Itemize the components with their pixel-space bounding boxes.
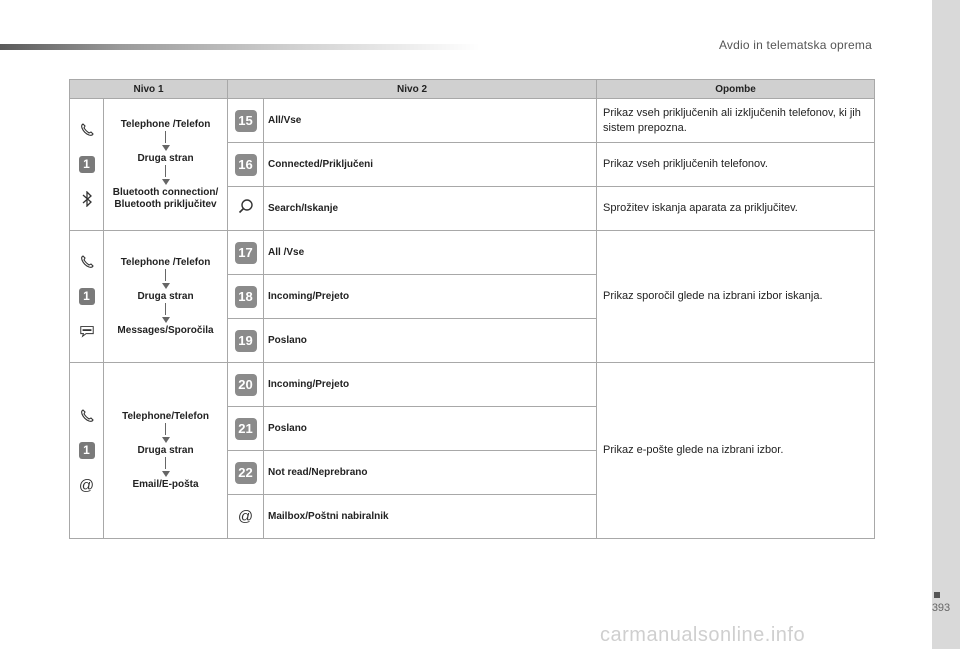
note-cell: Prikaz vseh priključenih telefonov.: [597, 143, 875, 187]
group-icons: [70, 99, 104, 231]
note-cell: Sprožitev iskanja aparata za priključitev.: [597, 187, 875, 231]
section-title: Avdio in telematska oprema: [718, 38, 872, 52]
page-number: 393: [931, 602, 951, 614]
menu-table: [69, 79, 875, 539]
level2-label: Mailbox/Poštni nabiralnik: [264, 495, 597, 539]
level2-label: Poslano: [264, 407, 597, 451]
bluetooth-icon: [79, 191, 95, 207]
num-cell: [228, 407, 264, 451]
side-tab: [932, 0, 960, 649]
num-cell: [228, 143, 264, 187]
flow-step: Druga stran: [137, 290, 194, 302]
num-cell: [228, 363, 264, 407]
flow-step: Telephone /Telefon: [120, 256, 211, 268]
group-icons: [70, 363, 104, 539]
down-arrow-icon: [106, 165, 225, 187]
flow-step: Druga stran: [137, 444, 194, 456]
down-arrow-icon: [106, 457, 225, 479]
group-icons: [70, 231, 104, 363]
flow-step: Druga stran: [137, 152, 194, 164]
level-badge: 1: [79, 442, 95, 459]
header-rule: [0, 44, 480, 50]
note-cell: Prikaz e-pošte glede na izbrani izbor.: [597, 363, 875, 539]
num-cell: [228, 451, 264, 495]
flow-step: Telephone/Telefon: [122, 410, 209, 422]
at-icon: @: [237, 507, 254, 525]
down-arrow-icon: [106, 269, 225, 291]
header-notes: Opombe: [597, 80, 875, 99]
phone-icon: [79, 408, 95, 424]
level2-label: Incoming/Prejeto: [264, 363, 597, 407]
page-marker: [934, 592, 940, 598]
level2-label: Incoming/Prejeto: [264, 275, 597, 319]
level2-label: All /Vse: [264, 231, 597, 275]
down-arrow-icon: [106, 303, 225, 325]
at-icon: @: [78, 476, 95, 494]
flow-step: Telephone /Telefon: [120, 118, 211, 130]
header-level2: Nivo 2: [228, 80, 597, 99]
num-cell: [228, 495, 264, 539]
number-badge: 20: [235, 374, 257, 396]
level2-label: All/Vse: [264, 99, 597, 143]
level2-label: Poslano: [264, 319, 597, 363]
level1-flow: [104, 363, 228, 539]
level-badge: 1: [79, 288, 95, 305]
level2-label: Search/Iskanje: [264, 187, 597, 231]
watermark: carmanualsonline.info: [600, 624, 806, 646]
flow-step: Email/E-pošta: [132, 478, 199, 490]
level2-label: Not read/Neprebrano: [264, 451, 597, 495]
table-row: [70, 231, 875, 275]
number-badge: 16: [235, 154, 257, 176]
table-row: [70, 99, 875, 143]
flow-step: Bluetooth connection/: [112, 186, 219, 198]
header-level1: Nivo 1: [70, 80, 228, 99]
note-cell: Prikaz sporočil glede na izbrani izbor iskanja.: [597, 231, 875, 363]
flow-step: Bluetooth priključitev: [114, 198, 217, 210]
level1-flow: [104, 231, 228, 363]
table-row: [70, 363, 875, 407]
level2-label: Connected/Priključeni: [264, 143, 597, 187]
down-arrow-icon: [106, 131, 225, 153]
level1-flow: [104, 99, 228, 231]
number-badge: 22: [235, 462, 257, 484]
down-arrow-icon: [106, 423, 225, 445]
number-badge: 18: [235, 286, 257, 308]
flow-step: Messages/Sporočila: [117, 324, 214, 336]
num-cell: [228, 231, 264, 275]
number-badge: 21: [235, 418, 257, 440]
number-badge: 19: [235, 330, 257, 352]
num-cell: [228, 275, 264, 319]
num-cell: [228, 319, 264, 363]
search-icon: [238, 198, 254, 214]
phone-icon: [79, 254, 95, 270]
phone-icon: [79, 122, 95, 138]
num-cell: [228, 187, 264, 231]
level-badge: 1: [79, 156, 95, 173]
sms-icon: [79, 323, 95, 339]
num-cell: [228, 99, 264, 143]
note-cell: Prikaz vseh priključenih ali izključenih telefonov, ki jih sistem prepozna.: [597, 99, 875, 143]
number-badge: 17: [235, 242, 257, 264]
number-badge: 15: [235, 110, 257, 132]
